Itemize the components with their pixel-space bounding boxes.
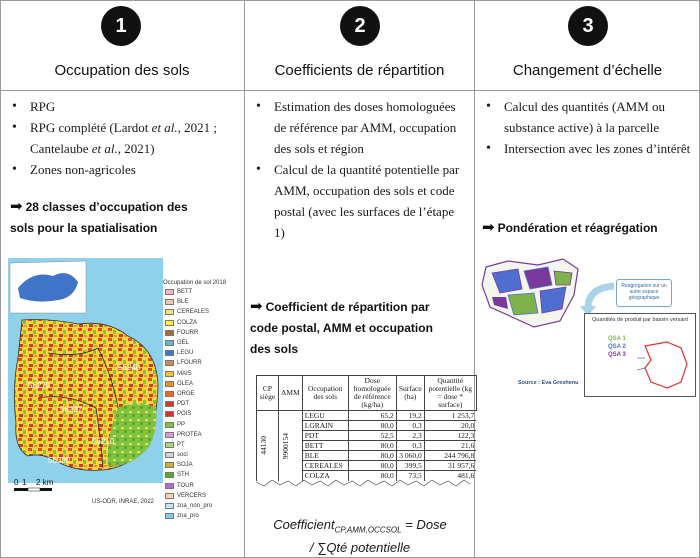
table-cell: 80,0 <box>348 451 396 461</box>
table-cell: LGRAIN <box>302 421 348 431</box>
col-header: Occupation des sols <box>302 376 348 411</box>
qsa-label: QSA 2 <box>608 344 626 350</box>
table-cell: 0,3 <box>396 421 424 431</box>
map-legend <box>165 280 241 521</box>
legend-item <box>165 440 241 450</box>
legend-swatch <box>165 472 174 478</box>
legend-item <box>165 481 241 491</box>
legend-label: SOJA <box>177 462 193 469</box>
legend-swatch <box>165 309 174 315</box>
legend-item <box>165 287 241 297</box>
legend-swatch <box>165 391 174 397</box>
legend-item <box>165 379 241 389</box>
table-cell: 481,6 <box>424 471 476 481</box>
legend-swatch <box>165 401 174 407</box>
legend-label: BETT <box>177 289 193 296</box>
scale-bar-segment <box>28 488 40 491</box>
zone-label: 56330 <box>48 456 71 465</box>
scale-label: 0 <box>14 478 19 487</box>
table-cell: 3 060,0 <box>396 451 424 461</box>
legend-label: PROTEA <box>177 431 202 438</box>
legend-item <box>165 491 241 501</box>
watershed-shape <box>637 338 691 392</box>
cp-cell: 44130 <box>257 411 279 481</box>
bullet-item: • RPG complété (Lardot et al., 2021 ; Cantelaube et al., 2021) <box>10 117 238 159</box>
result-text: sols pour la spatialisation <box>10 221 158 235</box>
amm-cell: 9900154 <box>279 411 303 481</box>
bullets-col1 <box>10 96 238 180</box>
legend-label: zna_pro <box>177 513 199 520</box>
zone-label: 56240 <box>118 363 141 372</box>
formula-line2: / ∑Qté potentielle <box>309 539 411 555</box>
reaggregation-bubble: Réagrégation sur un autre espace géographique <box>616 279 672 307</box>
table-cell: 244 796,8 <box>424 451 476 461</box>
table-cell: LEGU <box>302 411 348 421</box>
legend-label: PP <box>177 421 186 428</box>
table-cell: BLE <box>302 451 348 461</box>
legend-item <box>165 328 241 338</box>
table-cell: BETT <box>302 441 348 451</box>
legend-item <box>165 399 241 409</box>
legend-item <box>165 501 241 511</box>
column-title-1: Occupation des sols <box>54 62 190 79</box>
legend-swatch <box>165 340 174 346</box>
bullet-item: • Estimation des doses homologuées de référence par AMM, occupation des sols et région <box>254 96 468 159</box>
bullets-col3 <box>484 96 694 159</box>
legend-label: OLEA <box>177 380 194 387</box>
result-text: des sols <box>250 342 299 356</box>
legend-item <box>165 470 241 480</box>
legend-item <box>165 460 241 470</box>
legend-item <box>165 297 241 307</box>
formula-main: Coefficient <box>273 517 335 532</box>
legend-swatch <box>165 411 174 417</box>
legend-label: VERCERS <box>177 492 207 499</box>
legend-label: MAIS <box>177 370 192 377</box>
result-text: 28 classes d’occupation des <box>25 200 188 214</box>
table-cell: 19,2 <box>396 411 424 421</box>
legend-item <box>165 369 241 379</box>
legend-label: PDT <box>177 401 189 408</box>
legend-swatch <box>165 350 174 356</box>
column-title-2: Coefficients de répartition <box>274 62 445 79</box>
qsa-label: QSA 3 <box>608 352 626 358</box>
col-header: Quantité potentielle (kg = dose * surface) <box>424 376 476 411</box>
legend-label: GEL <box>177 340 190 347</box>
legend-swatch <box>165 371 174 377</box>
legend-swatch <box>165 432 174 438</box>
table-cell: 80,0 <box>348 471 396 481</box>
scale-label: 1 <box>22 478 27 487</box>
result-col1 <box>10 196 240 239</box>
legend-swatch <box>165 289 174 295</box>
table-cell: 1 253,7 <box>424 411 476 421</box>
watershed-panel <box>584 313 696 397</box>
result-col3 <box>482 217 696 239</box>
bullet-item: • Calcul des quantités (AMM ou substance active) à la parcelle <box>484 96 694 138</box>
legend-swatch <box>165 503 174 509</box>
legend-swatch <box>165 462 174 468</box>
column-title-3: Changement d’échelle <box>512 62 663 79</box>
result-text: Coefficient de répartition par <box>265 300 430 314</box>
coefficient-table <box>256 375 477 481</box>
legend-item <box>165 409 241 419</box>
legend-label: CEREALES <box>177 309 210 316</box>
legend-swatch <box>165 320 174 326</box>
legend-swatch <box>165 360 174 366</box>
table-cell: COLZA <box>302 471 348 481</box>
legend-swatch <box>165 493 174 499</box>
bullets-col2 <box>254 96 468 243</box>
coefficient-formula <box>250 516 470 556</box>
step-number-2: 2 <box>340 6 380 46</box>
legend-label: LFOURR <box>177 360 202 367</box>
legend-item <box>165 430 241 440</box>
source-note: Source : Eva Greshenu <box>518 380 579 386</box>
zone-label: 56270 <box>28 381 51 390</box>
zone-label: 56210 <box>92 437 115 446</box>
step-number-1: 1 <box>101 6 141 46</box>
table-cell: 20,0 <box>424 421 476 431</box>
table-cell: 80,0 <box>348 421 396 431</box>
result-text: code postal, AMM et occupation <box>250 321 433 335</box>
legend-item <box>165 389 241 399</box>
table-cell: 399,5 <box>396 461 424 471</box>
legend-item <box>165 358 241 368</box>
formula-rest: = Dose <box>401 517 447 532</box>
legend-item <box>165 511 241 521</box>
legend-swatch <box>165 483 174 489</box>
col-header: Dose homologuée de référence (kg/ha) <box>348 376 396 411</box>
table-cell: PDT <box>302 431 348 441</box>
legend-label: ORGE <box>177 390 195 397</box>
zone-label: 56227 <box>60 405 83 414</box>
legend-item <box>165 450 241 460</box>
legend-label: POIS <box>177 411 192 418</box>
legend-item <box>165 318 241 328</box>
legend-label: PT <box>177 441 185 448</box>
table-row <box>257 411 477 421</box>
qsa-label: QSA 1 <box>608 336 626 342</box>
legend-swatch <box>165 422 174 428</box>
col-header: CP siège <box>257 376 279 411</box>
legend-swatch <box>165 513 174 519</box>
legend-item <box>165 338 241 348</box>
table-cell: 21,6 <box>424 441 476 451</box>
scale-label: 2 km <box>36 478 54 487</box>
table-cell: 2,3 <box>396 431 424 441</box>
legend-label: socl <box>177 452 188 459</box>
bullet-item: • RPG <box>10 96 238 117</box>
panel-title: Quantités de produit par bassin versant <box>591 317 688 323</box>
legend-swatch <box>165 330 174 336</box>
table-cell: 80,0 <box>348 441 396 451</box>
formula-subscript: CP,AMM,OCCSOL <box>334 525 402 535</box>
legend-title: Occupation de sol 2018 <box>163 280 227 286</box>
table-cell: 73,5 <box>396 471 424 481</box>
legend-label: COLZA <box>177 319 198 326</box>
legend-item <box>165 348 241 358</box>
legend-label: FOURR <box>177 329 199 336</box>
table-cell: CEREALES <box>302 461 348 471</box>
result-col2 <box>250 296 470 360</box>
table-cell: 31 957,6 <box>424 461 476 471</box>
step-number-3: 3 <box>568 6 608 46</box>
legend-label: zna_non_pro <box>177 503 213 510</box>
arrow-right-icon: ➡ <box>482 219 495 236</box>
legend-label: LEGU <box>177 350 194 357</box>
legend-swatch <box>165 452 174 458</box>
bullet-item: • Intersection avec les zones d’intérêt <box>484 138 694 159</box>
table-cell: 0,3 <box>396 441 424 451</box>
table-cell: 65,2 <box>348 411 396 421</box>
table-cell: 52,5 <box>348 431 396 441</box>
legend-label: TOUR <box>177 482 194 489</box>
col-header: AMM <box>279 376 303 411</box>
table-torn-edge <box>256 478 470 488</box>
legend-swatch <box>165 299 174 305</box>
arrow-right-icon: ➡ <box>250 298 263 315</box>
table-cell: 80,0 <box>348 461 396 471</box>
legend-item <box>165 419 241 429</box>
col-header: Surface (ha) <box>396 376 424 411</box>
legend-label: STH <box>177 472 189 479</box>
legend-item <box>165 307 241 317</box>
legend-label: BLE <box>177 299 189 306</box>
table-cell: 122,3 <box>424 431 476 441</box>
bullet-item: • Zones non-agricoles <box>10 159 238 180</box>
table-header-row <box>257 376 477 411</box>
bullet-item: • Calcul de la quantité potentielle par AMM, occupation des sols et code postal (avec les surfaces de l’étape 1) <box>254 159 468 243</box>
arrow-right-icon: ➡ <box>10 198 23 215</box>
legend-swatch <box>165 442 174 448</box>
legend-swatch <box>165 381 174 387</box>
map-caption: US-ODR, INRAE, 2022 <box>92 499 155 505</box>
result-text: Pondération et réagrégation <box>497 221 658 235</box>
